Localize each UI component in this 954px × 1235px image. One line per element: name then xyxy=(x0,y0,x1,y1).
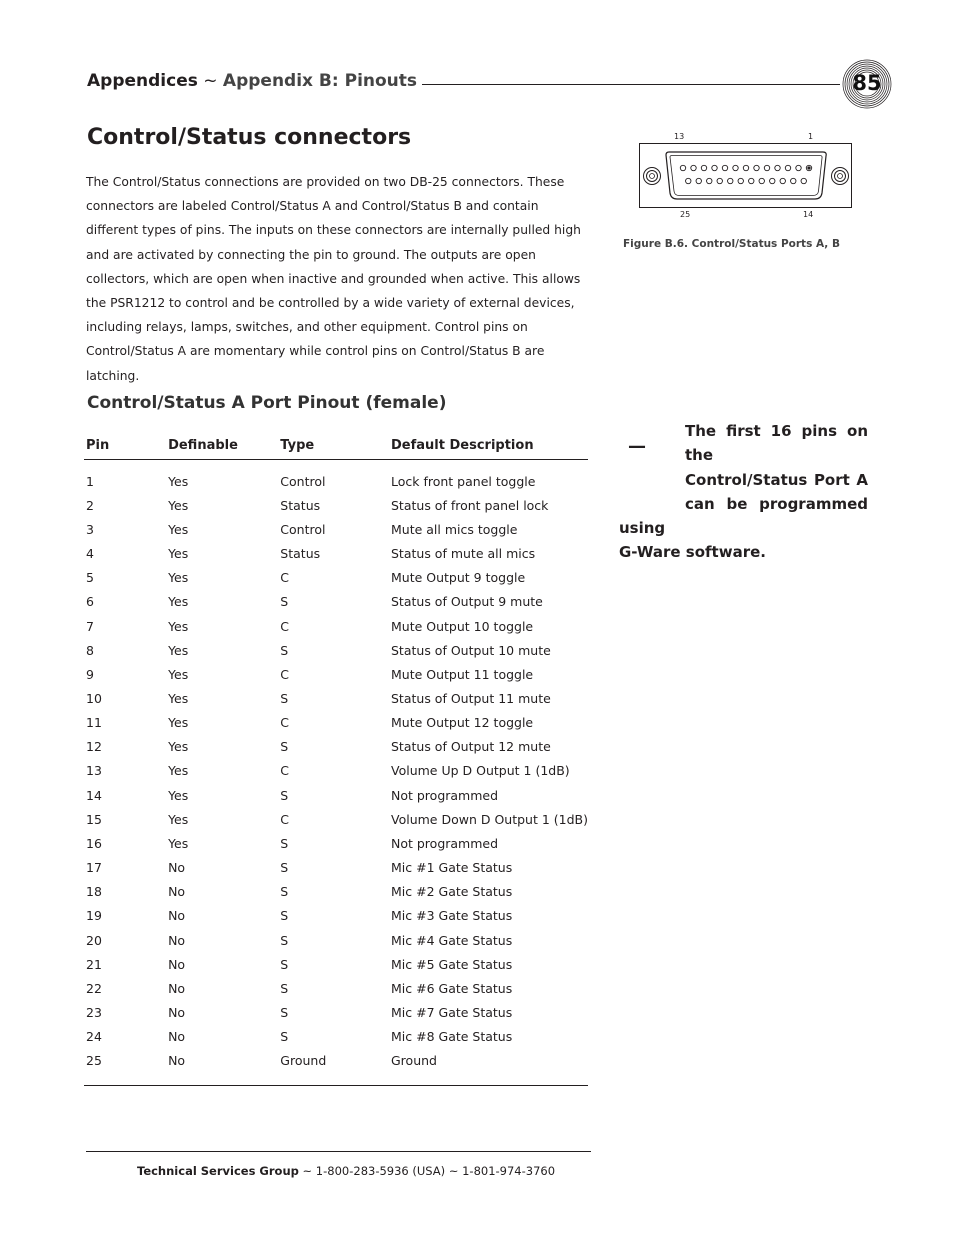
cell-definable: No xyxy=(168,932,186,948)
connector-pin xyxy=(712,165,717,170)
cell-definable: Yes xyxy=(168,473,189,489)
cell-type: S xyxy=(280,739,289,755)
cell-definable: No xyxy=(168,884,186,900)
cell-pin: 3 xyxy=(86,521,94,537)
connector-pin xyxy=(738,178,743,183)
cell-definable: Yes xyxy=(168,594,189,610)
page-title: Control/Status connectors xyxy=(87,125,412,150)
connector-pin xyxy=(728,178,733,183)
cell-type: S xyxy=(280,1005,289,1021)
pin-label-13: 13 xyxy=(674,132,685,141)
cell-type: Ground xyxy=(280,1053,327,1069)
cell-type: S xyxy=(280,787,289,803)
cell-type: C xyxy=(280,666,290,682)
cell-pin: 6 xyxy=(86,594,94,610)
cell-definable: Yes xyxy=(168,546,189,562)
cell-description: Status of Output 9 mute xyxy=(391,594,543,610)
table-row xyxy=(84,686,588,710)
connector-pin xyxy=(775,165,780,170)
cell-type: Control xyxy=(280,521,326,537)
connector-pin xyxy=(796,165,801,170)
d-sub-shell-inner xyxy=(670,156,822,196)
side-note-line: G-Ware software. xyxy=(619,543,766,562)
pin-label-1: 1 xyxy=(808,132,814,141)
table-body xyxy=(84,460,588,1086)
connector-pin xyxy=(722,165,727,170)
cell-type: S xyxy=(280,956,289,972)
cell-definable: Yes xyxy=(168,739,189,755)
cell-description: Not programmed xyxy=(391,835,499,851)
table-header-row xyxy=(84,431,588,460)
table-row xyxy=(84,807,588,831)
side-note-line: Control/Status Port A xyxy=(685,470,868,489)
cell-type: S xyxy=(280,642,289,658)
cell-description: Volume Down D Output 1 (1dB) xyxy=(391,811,588,827)
mount-screw-left xyxy=(644,168,661,185)
cell-definable: No xyxy=(168,1053,186,1069)
cell-description: Not programmed xyxy=(391,787,499,803)
cell-definable: Yes xyxy=(168,666,189,682)
cell-definable: No xyxy=(168,860,186,876)
cell-definable: Yes xyxy=(168,787,189,803)
pin-1-marker xyxy=(808,167,810,169)
table-row xyxy=(84,831,588,855)
cell-type: S xyxy=(280,908,289,924)
cell-description: Mic #3 Gate Status xyxy=(391,908,513,924)
cell-description: Mute Output 11 toggle xyxy=(391,666,534,682)
page-number: 85 xyxy=(852,71,882,95)
cell-type: S xyxy=(280,594,289,610)
cell-pin: 8 xyxy=(86,642,94,658)
running-header xyxy=(87,71,417,91)
cell-description: Mute Output 12 toggle xyxy=(391,715,534,731)
connector-pin xyxy=(696,178,701,183)
cell-definable: No xyxy=(168,908,186,924)
cell-definable: No xyxy=(168,1005,186,1021)
cell-pin: 2 xyxy=(86,497,94,513)
cell-description: Status of Output 12 mute xyxy=(391,739,551,755)
cell-pin: 17 xyxy=(86,860,102,876)
table-row xyxy=(84,880,588,904)
table-row xyxy=(84,904,588,928)
cell-description: Mic #6 Gate Status xyxy=(391,980,513,996)
cell-pin: 12 xyxy=(86,739,102,755)
cell-definable: No xyxy=(168,956,186,972)
table-end-rule xyxy=(84,1073,588,1086)
cell-pin: 9 xyxy=(86,666,94,682)
cell-description: Status of mute all mics xyxy=(391,546,536,562)
connector-pin xyxy=(701,165,706,170)
table-row xyxy=(84,735,588,759)
pinout-table xyxy=(84,431,588,1086)
cell-pin: 7 xyxy=(86,618,94,634)
cell-description: Status of Output 11 mute xyxy=(391,690,551,706)
header-subsection: Appendix B: Pinouts xyxy=(222,71,418,91)
cell-definable: Yes xyxy=(168,690,189,706)
cell-pin: 16 xyxy=(86,835,102,851)
connector-pin xyxy=(791,178,796,183)
cell-pin: 21 xyxy=(86,956,102,972)
connector-pin xyxy=(707,178,712,183)
cell-type: S xyxy=(280,980,289,996)
col-header-definable: Definable xyxy=(166,431,278,460)
cell-type: C xyxy=(280,811,290,827)
cell-type: C xyxy=(280,763,290,779)
header-section: Appendices xyxy=(87,71,198,91)
cell-definable: Yes xyxy=(168,835,189,851)
cell-type: S xyxy=(280,932,289,948)
cell-definable: Yes xyxy=(168,715,189,731)
connector-pin xyxy=(785,165,790,170)
table-row xyxy=(84,711,588,735)
table-row xyxy=(84,1049,588,1073)
cell-pin: 13 xyxy=(86,763,102,779)
mount-screw-right xyxy=(832,168,849,185)
cell-type: S xyxy=(280,835,289,851)
cell-pin: 14 xyxy=(86,787,102,803)
cell-type: C xyxy=(280,570,290,586)
cell-definable: Yes xyxy=(168,618,189,634)
table-heading: Control/Status A Port Pinout (female) xyxy=(87,393,447,413)
connector-pin xyxy=(680,165,685,170)
cell-pin: 4 xyxy=(86,546,94,562)
pin-label-14: 14 xyxy=(803,210,814,219)
cell-pin: 10 xyxy=(86,690,102,706)
connector-pin xyxy=(754,165,759,170)
connector-pin xyxy=(749,178,754,183)
intro-paragraph: The Control/Status connections are provided on two DB-25 connectors. These connectors are labeled Control/Status A and Control/Status B and contain different types of pins. The inputs on these connectors are internally pulled high and are activated by connecting the pin to ground. The outputs are open collectors, which are open when inactive and grounded when active. This allows the PSR1212 to control and be controlled by a wide variety of external devices, including relays, lamps, switches, and other equipment. Control pins on Control/Status A are momentary while control pins on Control/Status B are latching. xyxy=(86,175,581,383)
cell-type: C xyxy=(280,715,290,731)
cell-description: Mic #1 Gate Status xyxy=(391,860,513,876)
table-row xyxy=(84,590,588,614)
cell-pin: 25 xyxy=(86,1053,102,1069)
cell-pin: 11 xyxy=(86,715,102,731)
cell-definable: Yes xyxy=(168,497,189,513)
cell-type: Status xyxy=(280,546,321,562)
connector-pin xyxy=(686,178,691,183)
connector-pin xyxy=(743,165,748,170)
header-separator: ~ xyxy=(197,71,223,91)
cell-definable: No xyxy=(168,980,186,996)
cell-type: S xyxy=(280,884,289,900)
table-row xyxy=(84,469,588,493)
cell-description: Mute Output 10 toggle xyxy=(391,618,534,634)
cell-definable: Yes xyxy=(168,642,189,658)
connector-pin xyxy=(759,178,764,183)
cell-description: Mic #2 Gate Status xyxy=(391,884,513,900)
cell-description: Lock front panel toggle xyxy=(391,473,536,489)
col-header-pin: Pin xyxy=(84,431,166,460)
header-rule xyxy=(422,84,840,85)
cell-type: Control xyxy=(280,473,326,489)
cell-definable: Yes xyxy=(168,521,189,537)
cell-definable: Yes xyxy=(168,763,189,779)
cell-type: C xyxy=(280,618,290,634)
cell-pin: 5 xyxy=(86,570,94,586)
cell-pin: 20 xyxy=(86,932,102,948)
cell-description: Mic #8 Gate Status xyxy=(391,1029,513,1045)
cell-description: Volume Up D Output 1 (1dB) xyxy=(391,763,570,779)
connector-pin xyxy=(764,165,769,170)
connector-pins xyxy=(680,165,811,183)
cell-pin: 18 xyxy=(86,884,102,900)
table-row xyxy=(84,638,588,662)
connector-pin xyxy=(801,178,806,183)
cell-description: Mic #7 Gate Status xyxy=(391,1005,513,1021)
table-row xyxy=(84,976,588,1000)
footer-org: Technical Services Group xyxy=(137,1164,299,1178)
connector-pin xyxy=(733,165,738,170)
pin-label-25: 25 xyxy=(680,210,691,219)
cell-pin: 15 xyxy=(86,811,102,827)
cell-description: Mute Output 9 toggle xyxy=(391,570,526,586)
table-row xyxy=(84,541,588,565)
footer-rule xyxy=(86,1151,591,1152)
side-note-line: can be programmed xyxy=(685,494,868,513)
cell-description: Status of front panel lock xyxy=(391,497,549,513)
cell-type: S xyxy=(280,690,289,706)
table-row xyxy=(84,856,588,880)
table-row xyxy=(84,493,588,517)
cell-definable: No xyxy=(168,1029,186,1045)
cell-type: Status xyxy=(280,497,321,513)
cell-description: Status of Output 10 mute xyxy=(391,642,551,658)
col-header-description: Default Description xyxy=(389,431,588,460)
side-note-line: The first 16 pins on the xyxy=(685,422,868,465)
table-row xyxy=(84,566,588,590)
footer xyxy=(137,1164,555,1178)
table-row xyxy=(84,783,588,807)
table-row xyxy=(84,952,588,976)
table-row xyxy=(84,759,588,783)
connector-pin xyxy=(691,165,696,170)
cell-type: S xyxy=(280,860,289,876)
table-spacer xyxy=(84,460,588,470)
cell-pin: 23 xyxy=(86,1005,102,1021)
cell-type: S xyxy=(280,1029,289,1045)
connector-pin xyxy=(717,178,722,183)
side-note xyxy=(619,419,868,565)
cell-description: Mic #5 Gate Status xyxy=(391,956,513,972)
table-row xyxy=(84,1000,588,1024)
figure-caption: Figure B.6. Control/Status Ports A, B xyxy=(623,238,840,250)
cell-description: Ground xyxy=(391,1053,437,1069)
table-row xyxy=(84,928,588,952)
cell-pin: 24 xyxy=(86,1029,102,1045)
connector-pin xyxy=(770,178,775,183)
col-header-type: Type xyxy=(278,431,389,460)
d-sub-shell-outer xyxy=(666,152,826,199)
table-row xyxy=(84,1025,588,1049)
cell-description: Mute all mics toggle xyxy=(391,521,518,537)
table-row xyxy=(84,662,588,686)
table-row xyxy=(84,517,588,541)
table-row xyxy=(84,614,588,638)
side-note-line: using xyxy=(619,519,666,538)
cell-description: Mic #4 Gate Status xyxy=(391,932,513,948)
cell-pin: 19 xyxy=(86,908,102,924)
note-dash: — xyxy=(628,436,646,457)
cell-pin: 1 xyxy=(86,473,94,489)
cell-definable: Yes xyxy=(168,570,189,586)
cell-pin: 22 xyxy=(86,980,102,996)
db25-connector-diagram xyxy=(638,130,854,222)
connector-pin xyxy=(780,178,785,183)
cell-definable: Yes xyxy=(168,811,189,827)
footer-contact: ~ 1-800-283-5936 (USA) ~ 1-801-974-3760 xyxy=(298,1164,556,1178)
